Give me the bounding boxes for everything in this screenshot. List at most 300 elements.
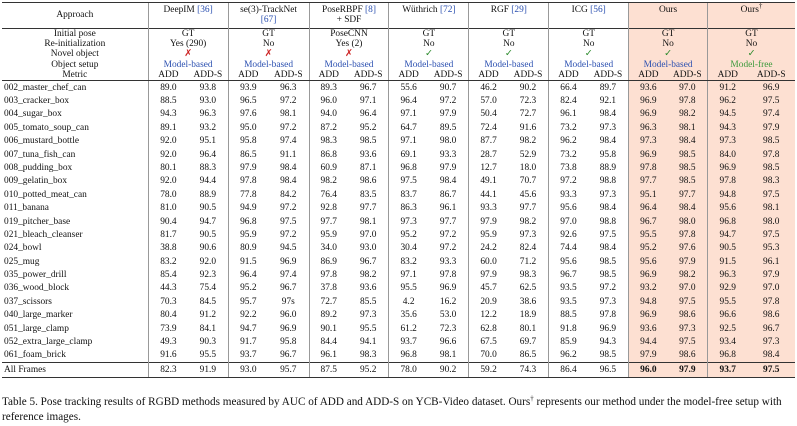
method-header (549, 3, 629, 29)
value-cell: 85.5 (359, 296, 377, 307)
value-cell: 97.8 (439, 270, 457, 281)
value-cell: 95.2 (389, 228, 428, 241)
value-cell: 96.9 (747, 81, 795, 95)
all-frames-value: 96.5 (588, 363, 629, 378)
metric-add: ADD (549, 70, 588, 81)
value-cell: 98.2 (668, 108, 708, 121)
method-name: DeepIM (163, 5, 195, 15)
value-cell: 92.0 (148, 135, 188, 148)
value-cell: 96.8 (708, 349, 748, 363)
value-cell: 90.3 (199, 337, 217, 348)
object-name: 007_tuna_fish_can (4, 149, 76, 160)
value-cell: 72.4 (469, 121, 508, 134)
metric-adds: ADD-S (668, 70, 708, 81)
value-cell: 95.6 (549, 255, 588, 268)
value-cell: 53.0 (439, 310, 457, 321)
value-cell: 97.3 (599, 122, 617, 133)
value-cell: 94.7 (199, 216, 217, 227)
header-cell: PoseCNN (309, 29, 389, 40)
header-cell: No (549, 39, 629, 49)
method-second-line: + SDF (336, 15, 362, 26)
metric-add: ADD (309, 70, 348, 81)
value-cell: 95.0 (228, 121, 268, 134)
value-cell: 98.0 (747, 215, 795, 228)
value-cell: 86.5 (519, 350, 537, 361)
value-cell: 97.9 (747, 268, 795, 281)
object-name: 025_mug (4, 256, 40, 267)
value-cell: 60.0 (469, 255, 508, 268)
table-row (2, 175, 795, 188)
header-row-metric (2, 70, 795, 81)
value-cell: 61.2 (389, 322, 428, 335)
value-cell: 96.1 (549, 108, 588, 121)
value-cell: 45.6 (519, 189, 537, 200)
value-cell: 97.5 (389, 175, 428, 188)
value-cell: 97.8 (668, 228, 708, 241)
value-cell: 93.6 (359, 149, 377, 160)
value-cell: 4.2 (389, 295, 428, 308)
value-cell: 72.3 (519, 96, 537, 106)
value-cell: 96.4 (199, 149, 217, 160)
value-cell: 98.4 (280, 176, 297, 187)
table-row (2, 228, 795, 241)
value-cell: 95.2 (359, 122, 377, 133)
value-cell: 96.2 (549, 349, 588, 363)
value-cell: 98.5 (599, 270, 617, 281)
header-cell: GT (389, 29, 469, 40)
header-cell: No (629, 39, 708, 49)
value-cell: 86.8 (309, 148, 348, 161)
metric-adds: ADD-S (428, 70, 469, 81)
metric-adds: ADD-S (747, 70, 795, 81)
value-cell: 96.4 (389, 94, 428, 107)
value-cell: 98.5 (668, 161, 708, 174)
object-name: 005_tomato_soup_can (4, 122, 89, 133)
value-cell: 88.9 (599, 162, 617, 173)
method-name-line (149, 5, 228, 15)
value-cell: 95.6 (629, 255, 668, 268)
header-row-reinit (2, 39, 795, 49)
value-cell: 94.8 (629, 295, 668, 308)
table-row (2, 349, 795, 363)
value-cell: 97.0 (668, 81, 708, 95)
header-cell: ✓ (469, 49, 549, 59)
value-cell: 55.6 (389, 81, 428, 95)
method-name: se(3)-TrackNet (240, 5, 298, 15)
value-cell: 93.6 (629, 322, 668, 335)
value-cell: 91.2 (199, 310, 217, 321)
value-cell: 97.8 (309, 268, 348, 281)
object-name: 003_cracker_box (4, 96, 70, 106)
all-frames-value: 93.7 (708, 363, 748, 378)
value-cell: 37.8 (309, 282, 348, 295)
table-row (2, 161, 795, 174)
value-cell: 71.2 (519, 256, 537, 267)
header-cell: Model-based (389, 60, 469, 70)
value-cell: 98.4 (599, 136, 617, 147)
value-cell: 95.5 (708, 295, 748, 308)
value-cell: 98.2 (309, 175, 348, 188)
value-cell: 44.1 (469, 188, 508, 201)
value-cell: 93.2 (199, 122, 217, 133)
header-cell: Model-based (309, 60, 389, 70)
value-cell: 97.4 (747, 108, 795, 121)
all-frames-value: 74.3 (508, 363, 549, 378)
value-cell: 98.4 (599, 243, 617, 254)
value-cell: 96.7 (280, 350, 297, 361)
all-frames-row (2, 363, 795, 378)
value-cell: 84.1 (199, 323, 217, 334)
value-cell: 92.8 (309, 202, 348, 215)
value-cell: 97.7 (668, 188, 708, 201)
value-cell: 86.5 (228, 148, 268, 161)
header-cell: ✓ (549, 49, 629, 59)
value-cell: 91.6 (519, 122, 537, 133)
value-cell: 93.9 (228, 81, 268, 95)
value-cell: 94.4 (199, 176, 217, 187)
value-cell: 96.9 (629, 108, 668, 121)
value-cell: 98.4 (439, 176, 457, 187)
method-header (708, 3, 795, 29)
value-cell: 96.8 (228, 215, 268, 228)
row-label: Object setup (51, 59, 99, 70)
value-cell: 97.2 (280, 96, 297, 106)
method-name: Ours (658, 5, 678, 15)
table-caption (2, 395, 795, 424)
value-cell: 95.9 (228, 228, 268, 241)
table-row (2, 94, 795, 107)
value-cell: 97.4 (280, 136, 297, 147)
all-frames-value: 91.9 (188, 363, 228, 378)
value-cell: 82.4 (519, 243, 537, 254)
value-cell: 72.3 (439, 323, 457, 334)
value-cell: 94.0 (309, 108, 348, 121)
header-cell: ✓ (629, 49, 708, 59)
value-cell: 95.8 (280, 337, 297, 348)
header-cell: GT (228, 29, 309, 40)
value-cell: 97.6 (228, 108, 268, 121)
value-cell: 81.0 (148, 202, 188, 215)
value-cell: 96.4 (629, 202, 668, 215)
value-cell: 96.9 (629, 309, 668, 322)
value-cell: 83.2 (389, 255, 428, 268)
header-cell: ✓ (708, 49, 795, 59)
metric-add: ADD (148, 70, 188, 81)
value-cell: 73.2 (549, 121, 588, 134)
value-cell: 96.3 (708, 268, 748, 281)
value-cell: 96.9 (439, 283, 457, 294)
object-name: 021_bleach_cleanser (4, 229, 83, 240)
value-cell: 90.5 (708, 242, 748, 255)
method-header (469, 3, 549, 29)
value-cell: 97.5 (747, 228, 795, 241)
value-cell: 95.9 (309, 228, 348, 241)
value-cell: 93.2 (629, 282, 668, 295)
value-cell: 97.0 (359, 229, 377, 240)
value-cell: 93.6 (359, 283, 377, 294)
value-cell: 92.0 (148, 148, 188, 161)
value-cell: 97.7 (309, 215, 348, 228)
metric-adds: ADD-S (508, 70, 549, 81)
value-cell: 88.5 (148, 94, 188, 107)
value-cell: 93.6 (629, 81, 668, 95)
header-cell: GT (629, 29, 708, 40)
value-cell: 98.1 (439, 350, 457, 361)
value-cell: 69.7 (519, 337, 537, 348)
value-cell: 93.3 (439, 256, 457, 267)
value-cell: 98.4 (747, 349, 795, 363)
value-cell: 97.0 (549, 215, 588, 228)
value-cell: 98.5 (599, 350, 617, 361)
value-cell: 97.8 (228, 175, 268, 188)
value-cell: 80.1 (519, 323, 537, 334)
value-cell: 70.0 (469, 349, 508, 363)
value-cell: 98.4 (668, 202, 708, 215)
header-cell: No (469, 39, 549, 49)
all-frames-value: 97.9 (668, 363, 708, 378)
all-frames-label: All Frames (2, 363, 148, 378)
value-cell: 93.4 (708, 335, 748, 348)
value-cell: 97.1 (389, 135, 428, 148)
value-cell: 86.3 (389, 202, 428, 215)
value-cell: 90.5 (199, 203, 217, 214)
value-cell: 97.9 (747, 121, 795, 134)
header-cell: GT (469, 29, 549, 40)
object-name: 024_bowl (4, 243, 42, 254)
value-cell: 90.6 (199, 243, 217, 254)
value-cell: 76.4 (309, 188, 348, 201)
value-cell: 96.9 (280, 323, 297, 334)
value-cell: 94.1 (359, 337, 377, 348)
value-cell: 74.4 (549, 242, 588, 255)
object-name: 037_scissors (4, 296, 52, 307)
value-cell: 97.8 (599, 310, 617, 321)
value-cell: 49.3 (148, 335, 188, 348)
value-cell: 98.3 (309, 135, 348, 148)
value-cell: 97.9 (439, 109, 457, 120)
object-name: 040_large_marker (4, 310, 73, 321)
value-cell: 95.1 (629, 188, 668, 201)
value-cell: 97.3 (519, 229, 537, 240)
value-cell: 98.8 (599, 216, 617, 227)
metric-adds: ADD-S (268, 70, 309, 81)
header-cell: No (228, 39, 309, 49)
method-name-line (549, 5, 628, 15)
value-cell: 57.0 (469, 94, 508, 107)
value-cell: 95.5 (359, 323, 377, 334)
value-cell: 94.5 (708, 108, 748, 121)
row-label: Initial pose (2, 29, 148, 40)
value-cell: 97.3 (747, 335, 795, 348)
value-cell: 96.4 (359, 109, 377, 120)
value-cell: 96.7 (280, 283, 297, 294)
header-row-setup (2, 60, 795, 70)
object-name: 036_wood_block (4, 283, 70, 294)
value-cell: 91.8 (549, 322, 588, 335)
value-cell: 73.8 (549, 161, 588, 174)
value-cell: 73.9 (148, 322, 188, 335)
value-cell: 97.2 (280, 122, 297, 133)
header-cell: ✗ (148, 49, 228, 59)
value-cell: 62.5 (519, 283, 537, 294)
method-name: RGF (490, 5, 509, 15)
object-name: 008_pudding_box (4, 162, 73, 173)
table-row (2, 242, 795, 255)
object-name: 010_potted_meat_can (4, 189, 87, 200)
header-cell: ✗ (228, 49, 309, 59)
value-cell: 94.5 (280, 243, 297, 254)
value-cell: 92.2 (228, 309, 268, 322)
value-cell: 90.7 (439, 82, 457, 93)
value-cell: 95.8 (599, 149, 617, 160)
table-row (2, 255, 795, 268)
header-cell: Yes (290) (148, 39, 228, 49)
value-cell: 78.0 (148, 188, 188, 201)
value-cell: 97.7 (359, 203, 377, 214)
value-cell: 96.9 (629, 148, 668, 161)
header-cell: Model-based (469, 60, 549, 70)
method-name: Wüthrich (402, 5, 438, 15)
value-cell: 18.0 (519, 162, 537, 173)
table-row (2, 202, 795, 215)
metric-add: ADD (708, 70, 748, 81)
value-cell: 98.6 (668, 309, 708, 322)
value-cell: 98.2 (668, 268, 708, 281)
metric-add: ADD (469, 70, 508, 81)
method-cite: [29] (511, 5, 527, 15)
value-cell: 96.7 (359, 82, 377, 93)
value-cell: 97.6 (668, 242, 708, 255)
object-name: 011_banana (4, 203, 49, 214)
value-cell: 98.4 (280, 162, 297, 173)
method-cite: [72] (439, 5, 456, 15)
object-name: 061_foam_brick (4, 350, 66, 361)
value-cell: 97.2 (439, 96, 457, 106)
table-container (2, 2, 795, 378)
value-cell: 85.9 (549, 335, 588, 348)
value-cell: 12.2 (469, 309, 508, 322)
header-cell: GT (549, 29, 629, 40)
value-cell: 96.9 (599, 323, 617, 334)
value-cell: 20.9 (469, 295, 508, 308)
all-frames-value: 93.0 (228, 363, 268, 378)
method-name-line (469, 5, 548, 15)
value-cell: 96.8 (389, 161, 428, 174)
value-cell: 95.5 (389, 282, 428, 295)
value-cell: 90.2 (519, 82, 537, 93)
value-cell: 98.5 (747, 161, 795, 174)
value-cell: 46.2 (469, 81, 508, 95)
value-cell: 95.3 (747, 242, 795, 255)
table-row (2, 295, 795, 308)
value-cell: 98.1 (359, 216, 377, 227)
value-cell: 98.5 (668, 148, 708, 161)
value-cell: 38.8 (148, 242, 188, 255)
value-cell: 98.6 (359, 176, 377, 187)
header-row-novel (2, 49, 795, 59)
table-row (2, 309, 795, 322)
header-method-row (2, 3, 795, 29)
value-cell: 97.8 (668, 94, 708, 107)
value-cell: 97.3 (599, 189, 617, 200)
header-cell: GT (148, 29, 228, 40)
value-cell: 77.8 (228, 188, 268, 201)
value-cell: 95.2 (629, 242, 668, 255)
value-cell: 16.2 (439, 296, 457, 307)
value-cell: 83.7 (389, 188, 428, 201)
method-second-line: [67] (260, 15, 277, 26)
value-cell: 96.0 (309, 94, 348, 107)
method-header (389, 3, 469, 29)
value-cell: 87.7 (469, 135, 508, 148)
method-cite: [8] (365, 5, 376, 15)
value-cell: 98.4 (599, 203, 617, 214)
value-cell: 84.5 (199, 296, 217, 307)
value-cell: 97.5 (599, 229, 617, 240)
value-cell: 94.7 (228, 322, 268, 335)
value-cell: 95.7 (228, 295, 268, 308)
value-cell: 96.9 (629, 94, 668, 107)
value-cell: 96.5 (228, 94, 268, 107)
all-frames-value: 82.3 (148, 363, 188, 378)
value-cell: 62.8 (469, 322, 508, 335)
value-cell: 97.8 (708, 175, 748, 188)
value-cell: 97.5 (747, 94, 795, 107)
value-cell: 92.3 (199, 270, 217, 281)
header-cell: Model-based (549, 60, 629, 70)
value-cell: 96.7 (359, 256, 377, 267)
value-cell: 95.5 (629, 228, 668, 241)
metric-add: ADD (389, 70, 428, 81)
method-name-line (389, 5, 468, 15)
value-cell: 89.7 (599, 82, 617, 93)
metric-add: ADD (228, 70, 268, 81)
value-cell: 34.0 (309, 242, 348, 255)
value-cell: 98.8 (599, 176, 617, 187)
value-cell: 67.5 (469, 335, 508, 348)
value-cell: 94.9 (228, 202, 268, 215)
value-cell: 96.2 (549, 135, 588, 148)
value-cell: 80.4 (148, 309, 188, 322)
value-cell: 97s (281, 296, 295, 307)
value-cell: 90.4 (148, 215, 188, 228)
value-cell: 96.7 (549, 268, 588, 281)
value-cell: 94.7 (708, 228, 748, 241)
value-cell: 96.6 (439, 337, 457, 348)
value-cell: 96.9 (708, 161, 748, 174)
value-cell: 91.2 (708, 81, 748, 95)
value-cell: 98.5 (359, 136, 377, 147)
value-cell: 97.0 (747, 282, 795, 295)
value-cell: 52.9 (519, 149, 537, 160)
value-cell: 97.3 (359, 310, 377, 321)
value-cell: 97.9 (469, 215, 508, 228)
value-cell: 30.4 (389, 242, 428, 255)
value-cell: 97.5 (280, 216, 297, 227)
value-cell: 91.6 (148, 349, 188, 363)
value-cell: 95.6 (708, 202, 748, 215)
value-cell: 93.7 (228, 349, 268, 363)
value-cell: 97.9 (228, 161, 268, 174)
value-cell: 66.4 (549, 81, 588, 95)
object-name: 002_master_chef_can (4, 82, 87, 93)
value-cell: 80.9 (228, 242, 268, 255)
value-cell: 97.9 (469, 268, 508, 281)
method-name-line (629, 5, 707, 15)
object-name: 052_extra_large_clamp (4, 337, 93, 348)
approach-header: Approach (2, 3, 148, 29)
value-cell: 98.4 (599, 109, 617, 120)
